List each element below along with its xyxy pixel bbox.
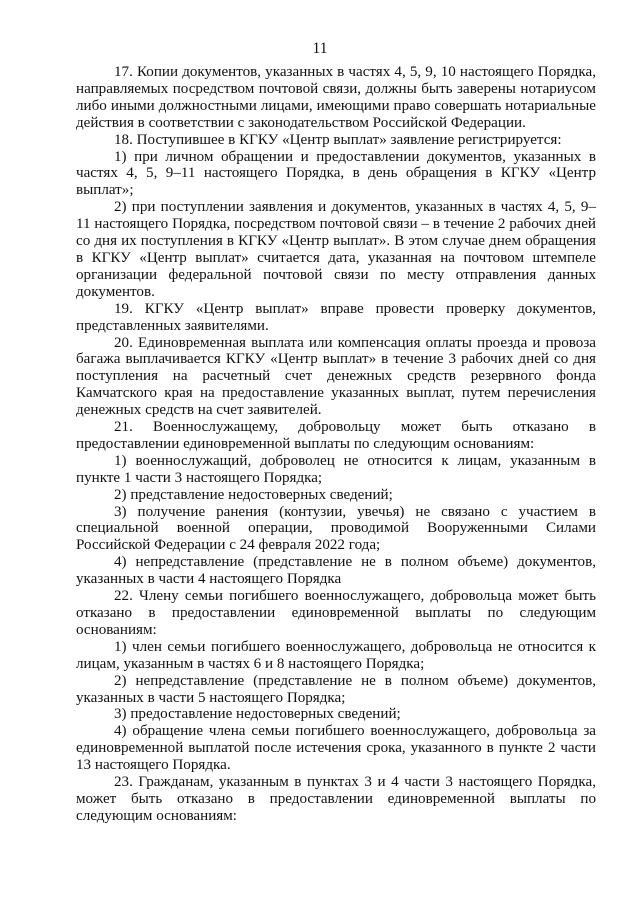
paragraph-17: 17. Копии документов, указанных в частях 4, 5, 9, 10 настоящего Порядка, направляемых посредством почтовой связи, должны быть заверены нотариусом либо иными должностными лицами, имеющими право совершать нотариальные действия в соответствии с законодательством Российской Федерации. <box>76 64 596 131</box>
paragraph-18-item-2: 2) при поступлении заявления и документов, указанных в частях 4, 5, 9– 11 настоящего Порядка, посредством почтовой связи – в течение 2 рабочих дней со дня их поступления в КГКУ «Центр выплат». В этом случае днем обращения в КГКУ «Центр выплат» считается дата, указанная на почтовом штемпеле организации федеральной почтовой связи по месту отправления данных документов. <box>76 199 596 300</box>
paragraph-22-item-1: 1) член семьи погибшего военнослужащего, добровольца не относится к лицам, указанным в частях 6 и 8 настоящего Порядка; <box>76 638 596 672</box>
paragraph-18: 18. Поступившее в КГКУ «Центр выплат» заявление регистрируется: <box>114 131 562 148</box>
page-number: 11 <box>312 40 328 57</box>
paragraph-21-item-4: 4) непредставление (представление не в полном объеме) документов, указанных в части 4 настоящего Порядка <box>76 554 596 588</box>
paragraph-20: 20. Единовременная выплата или компенсация оплаты проезда и провоза багажа выплачивается КГКУ «Центр выплат» в течение 3 рабочих дней со дня поступления на расчетный счет денежных средств резервного фонда Камчатского края на предоставление указанных выплат, путем перечисления денежных средств на счет заявителей. <box>76 334 596 419</box>
paragraph-21: 21. Военнослужащему, добровольцу может быть отказано в предоставлении единовременной выплаты по следующим основаниям: <box>76 419 596 452</box>
paragraph-21-item-2: 2) представление недостоверных сведений; <box>114 486 393 503</box>
paragraph-23: 23. Гражданам, указанным в пунктах 3 и 4 части 3 настоящего Порядка, может быть отказано в предоставлении единовременной выплаты по следующим основаниям: <box>76 774 596 824</box>
paragraph-22-item-2: 2) непредставление (представление не в полном объеме) документов, указанных в части 5 настоящего Порядка; <box>76 672 596 706</box>
paragraph-22-item-4: 4) обращение члена семьи погибшего военнослужащего, добровольца за единовременной выплатой после истечения срока, указанного в пункте 2 части 13 настоящего Порядка. <box>76 723 596 774</box>
document-body <box>76 64 596 825</box>
paragraph-18-item-1: 1) при личном обращении и предоставлении документов, указанных в частях 4, 5, 9–11 настоящего Порядка, в день обращения в КГКУ «Центр выплат»; <box>76 148 596 199</box>
paragraph-22-item-3: 3) предоставление недостоверных сведений; <box>114 706 401 723</box>
paragraph-19: 19. КГКУ «Центр выплат» вправе провести проверку документов, представленных заявителями. <box>76 300 596 334</box>
paragraph-21-item-1: 1) военнослужащий, доброволец не относится к лицам, указанным в пункте 1 части 3 настоящего Порядка; <box>76 452 596 486</box>
paragraph-21-item-3: 3) получение ранения (контузии, увечья) не связано с участием в специальной военной операции, проводимой Вооруженными Силами Российской Федерации с 24 февраля 2022 года; <box>76 503 596 554</box>
paragraph-22: 22. Члену семьи погибшего военнослужащего, добровольца может быть отказано в предоставлении единовременной выплаты по следующим основаниям: <box>76 588 596 638</box>
